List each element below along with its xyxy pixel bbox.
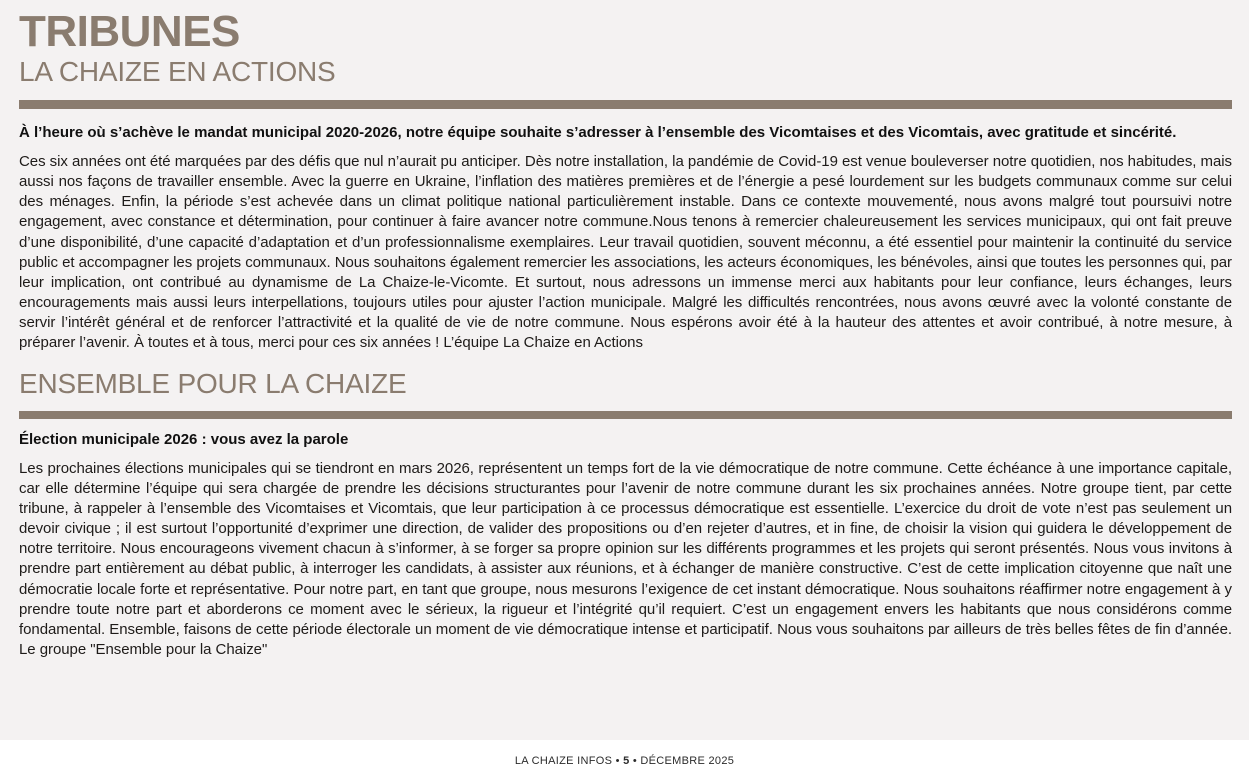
footer-date: DÉCEMBRE 2025	[640, 755, 735, 767]
footer-page-number: 5	[623, 755, 630, 767]
page-title: TRIBUNES	[19, 7, 240, 56]
page-footer	[0, 752, 1249, 770]
section-title-la-chaize-en-actions: LA CHAIZE EN ACTIONS	[19, 56, 336, 87]
divider	[19, 411, 1232, 419]
section-title-ensemble-pour-la-chaize: ENSEMBLE POUR LA CHAIZE	[19, 367, 407, 399]
section2-body: Les prochaines élections municipales qui se tiendront en mars 2026, représentent un temps fort de la vie démocratique de notre commune. Cette échéance à une importance capitale, car elle détermine l’équipe qui sera chargée de prendre les décisions structurantes pour l’avenir de notre commune durant les six prochaines années. Notre groupe tient, par cette tribune, à rappeler à l’ensemble des Vicomtaises et Vicomtais, que leur participation à ce processus démocratique est essentielle. L’exercice du droit de vote n’est pas seulement un devoir civique ; il est surtout l’opportunité d’exprimer une direction, de valider des propositions ou d’en rejeter d’autres, et in fine, de choisir la vision qui guidera le développement de notre territoire. Nous encourageons vivement chacun à s’informer, à se forger sa propre opinion sur les différents programmes et les projets qui seront présentés. Nous vous invitons à prendre part entièrement au débat public, à interroger les candidats, à assister aux réunions, et à échanger de manière constructive. C’est de cette implication citoyenne que naît une démocratie locale forte et représentative. Pour notre part, en tant que groupe, nous mesurons l’exigence de cet instant démocratique. Nous souhaitons réaffirmer notre engagement à y prendre toute notre part et aborderons ce moment avec le sérieux, la rigueur et l’intégrité qu’il requiert. C’est un engagement envers les habitants que nous considérons comme fondamental. Ensemble, faisons de cette période électorale un moment de vie démocratique intense et participatif. Nous vous souhaitons par ailleurs de très belles fêtes de fin d’année. Le groupe "Ensemble pour la Chaize"	[19, 459, 1232, 658]
section2-lead: Élection municipale 2026 : vous avez la parole	[19, 430, 349, 448]
content	[19, 8, 1232, 660]
section1-lead: À l’heure où s’achève le mandat municipal 2020-2026, notre équipe souhaite s’adresser à l’ensemble des Vicomtaises et des Vicomtais, avec gratitude et sincérité.	[19, 124, 1177, 141]
divider	[19, 100, 1232, 109]
footer-separator: •	[632, 755, 638, 767]
section1-body: Ces six années ont été marquées par des défis que nul n’aurait pu anticiper. Dès notre installation, la pandémie de Covid-19 est venue bouleverser notre quotidien, nos habitudes, mais aussi nos façons de travailler ensemble. Avec la guerre en Ukraine, l’inflation des matières premières et de l’énergie a pesé lourdement sur les budgets communaux comme sur celui des ménages. Enfin, la période s’est achevée dans un climat politique national particulièrement instable. Dans ce contexte mouvementé, nous avons malgré tout poursuivi notre engagement, avec constance et détermination, pour continuer à faire avancer notre commune.Nous tenons à remercier chaleureusement les services municipaux, qui ont fait preuve d’une disponibilité, d’une capacité d’adaptation et d’un professionnalisme exemplaires. Leur travail quotidien, souvent méconnu, a été essentiel pour maintenir la continuité du service public et accompagner les projets communaux. Nous souhaitons également remercier les associations, les acteurs économiques, les bénévoles, ainsi que toutes les personnes qui, par leur implication, ont contribué au dynamisme de La Chaize-le-Vicomte. Et surtout, nous adressons un immense merci aux habitants pour leur confiance, leurs échanges, leurs encouragements mais aussi leurs interpellations, toujours utiles pour ajuster l’action municipale. Malgré les difficultés rencontrées, nous avons œuvré avec la volonté constante de servir l’intérêt général et de renforcer l’attractivité et la qualité de vie de notre commune. Nous espérons avoir été à la hauteur des attentes et avoir contribué, à notre mesure, à préparer l’avenir. À toutes et à tous, merci pour ces six années ! L’équipe La Chaize en Actions	[19, 153, 1232, 352]
footer-publication: LA CHAIZE INFOS	[514, 755, 613, 767]
footer-separator: •	[615, 755, 620, 767]
